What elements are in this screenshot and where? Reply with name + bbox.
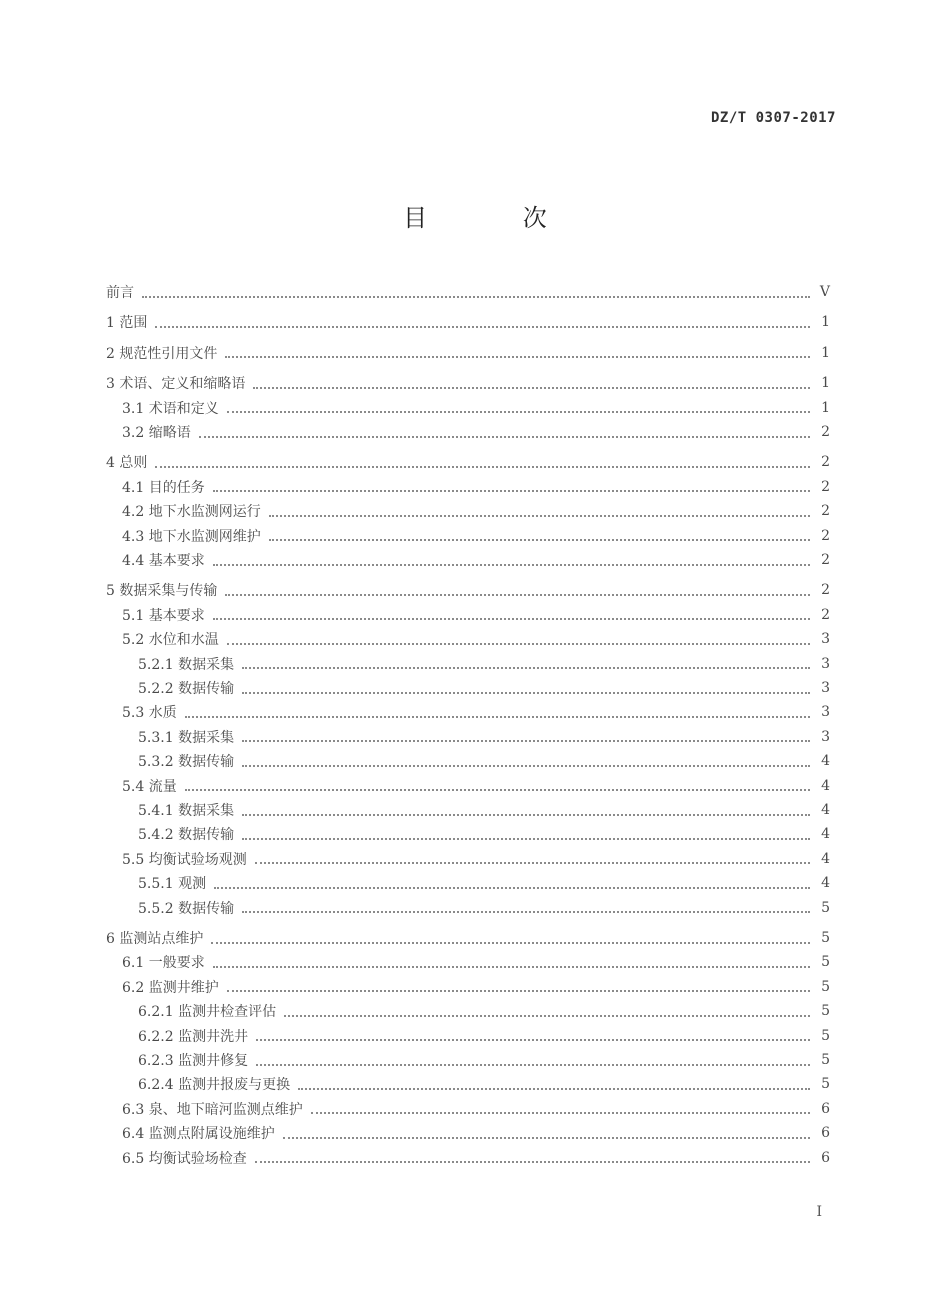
- toc-entry-page: 5: [821, 1003, 830, 1020]
- dot-leader: [155, 325, 810, 328]
- toc-entry-label: 6.2.4 监测井报废与更换: [138, 1077, 291, 1094]
- toc-entry-page: 2: [821, 527, 830, 544]
- toc-entry-label: 6.3 泉、地下暗河监测点维护: [122, 1101, 303, 1118]
- dot-leader: [211, 941, 810, 944]
- toc-entry[interactable]: [106, 341, 830, 365]
- toc-entry[interactable]: [106, 578, 830, 602]
- toc-entry[interactable]: [106, 676, 830, 700]
- toc-entry-label: 5.5.2 数据传输: [138, 900, 235, 917]
- toc-entry-page: 1: [821, 375, 830, 392]
- dot-leader: [227, 410, 810, 413]
- dot-leader: [255, 1160, 810, 1163]
- toc-entry-label: 5.1 基本要求: [122, 607, 205, 624]
- toc-entry[interactable]: [106, 871, 830, 895]
- toc-entry[interactable]: [106, 652, 830, 676]
- toc-entry[interactable]: [106, 310, 830, 334]
- toc-entry-page: 3: [821, 704, 830, 721]
- dot-leader: [242, 764, 810, 767]
- toc-entry-label: 2 规范性引用文件: [106, 345, 218, 362]
- toc-entry-label: 6.5 均衡试验场检查: [122, 1150, 247, 1167]
- toc-entry-page: 5: [821, 978, 830, 995]
- dot-leader: [242, 666, 810, 669]
- toc-entry-page: 6: [821, 1149, 830, 1166]
- dot-leader: [185, 788, 810, 791]
- toc-entry[interactable]: [106, 475, 830, 499]
- toc-entry[interactable]: [106, 700, 830, 724]
- toc-entry-page: 2: [821, 454, 830, 471]
- dot-leader: [255, 861, 810, 864]
- toc-entry-label: 6.2 监测井维护: [122, 979, 219, 996]
- toc-entry-page: 3: [821, 631, 830, 648]
- toc-entry-page: 2: [821, 503, 830, 520]
- toc-entry-page: 3: [821, 655, 830, 672]
- toc-entry[interactable]: [106, 975, 830, 999]
- dot-leader: [213, 489, 810, 492]
- toc-entry[interactable]: [106, 1072, 830, 1096]
- toc-entry-label: 3.2 缩略语: [122, 425, 191, 441]
- toc-entry[interactable]: [106, 847, 830, 871]
- dot-leader: [225, 355, 810, 358]
- toc-entry-label: 6.2.3 监测井修复: [138, 1053, 249, 1069]
- dot-leader: [155, 465, 810, 468]
- toc-entry-page: 2: [821, 552, 830, 568]
- dot-leader: [311, 1111, 810, 1114]
- toc-entry-page: 4: [821, 777, 830, 794]
- toc-entry[interactable]: [106, 499, 830, 523]
- dot-leader: [242, 813, 810, 816]
- dot-leader: [298, 1087, 810, 1090]
- toc-entry-page: 5: [821, 954, 830, 971]
- dot-leader: [256, 1063, 810, 1066]
- toc-entry[interactable]: [106, 280, 830, 304]
- dot-leader: [142, 295, 810, 298]
- toc-entry-label: 5.3.1 数据采集: [138, 729, 235, 746]
- toc-entry[interactable]: [106, 798, 830, 822]
- toc-entry-label: 5 数据采集与传输: [106, 583, 218, 600]
- dot-leader: [269, 514, 810, 517]
- dot-leader: [213, 563, 810, 566]
- toc-entry-label: 5.3 水质: [122, 705, 177, 722]
- toc-entry-page: 5: [821, 930, 830, 946]
- toc-entry-label: 6.2.2 监测井洗井: [138, 1028, 249, 1045]
- dot-leader: [242, 910, 810, 913]
- toc-entry-page: 6: [821, 1125, 830, 1142]
- toc-entry[interactable]: [106, 1048, 830, 1072]
- toc-entry-page: 6: [821, 1100, 830, 1117]
- dot-leader: [227, 989, 810, 992]
- toc-entry-page: 5: [821, 899, 830, 916]
- toc-entry-page: 4: [821, 802, 830, 818]
- toc-entry[interactable]: [106, 524, 830, 548]
- toc-entry[interactable]: [106, 926, 830, 950]
- toc-entry-label: 4 总则: [106, 455, 148, 472]
- toc-entry[interactable]: [106, 603, 830, 627]
- toc-entry-label: 5.5 均衡试验场观测: [122, 851, 247, 868]
- dot-leader: [199, 435, 810, 438]
- dot-leader: [284, 1014, 810, 1017]
- toc-entry[interactable]: [106, 548, 830, 572]
- dot-leader: [213, 617, 810, 620]
- toc-entry[interactable]: [106, 725, 830, 749]
- toc-entry[interactable]: [106, 822, 830, 846]
- toc-entry[interactable]: [106, 420, 830, 444]
- dot-leader: [225, 593, 810, 596]
- toc-entry-page: 2: [821, 424, 830, 440]
- toc-entry-label: 6 监测站点维护: [106, 931, 204, 947]
- toc-entry-label: 5.2 水位和水温: [122, 632, 219, 649]
- dot-leader: [256, 1038, 810, 1041]
- toc-entry-label: 6.2.1 监测井检查评估: [138, 1004, 277, 1021]
- toc-entry-label: 前言: [106, 285, 134, 301]
- toc-entry-page: 3: [821, 680, 830, 696]
- toc-entry-label: 4.1 目的任务: [122, 479, 205, 496]
- toc-entry[interactable]: [106, 1024, 830, 1048]
- toc-entry[interactable]: [106, 371, 830, 395]
- dot-leader: [227, 642, 810, 645]
- toc-entry-page: V: [819, 284, 830, 300]
- toc-entry-page: 1: [821, 344, 830, 361]
- toc-entry-label: 3.1 术语和定义: [122, 400, 219, 417]
- dot-leader: [253, 386, 810, 389]
- toc-entry[interactable]: [106, 1146, 830, 1170]
- toc-entry[interactable]: [106, 627, 830, 651]
- toc-entry-page: 4: [821, 753, 830, 770]
- toc-entry-label: 1 范围: [106, 315, 148, 332]
- toc-entry-label: 6.4 监测点附属设施维护: [122, 1126, 275, 1143]
- dot-leader: [214, 886, 810, 889]
- toc-entry-label: 5.3.2 数据传输: [138, 754, 235, 771]
- dot-leader: [213, 965, 810, 968]
- dot-leader: [242, 837, 810, 840]
- toc-entry-label: 4.4 基本要求: [122, 553, 205, 569]
- toc-entry-label: 5.5.1 观测: [138, 876, 207, 893]
- dot-leader: [269, 538, 810, 541]
- toc-entry-page: 4: [821, 826, 830, 843]
- toc-entry-page: 2: [821, 478, 830, 495]
- toc-entry-page: 5: [821, 1076, 830, 1093]
- toc-entry[interactable]: [106, 396, 830, 420]
- page-title: 目 次: [403, 204, 591, 232]
- toc-entry-page: 2: [821, 606, 830, 623]
- dot-leader: [242, 739, 810, 742]
- dot-leader: [242, 691, 810, 694]
- toc-entry-label: 3 术语、定义和缩略语: [106, 376, 246, 393]
- toc-entry-page: 1: [821, 314, 830, 331]
- toc-entry[interactable]: [106, 749, 830, 773]
- document-code: DZ/T 0307-2017: [710, 110, 836, 126]
- toc-entry-label: 5.4 流量: [122, 778, 177, 795]
- toc-entry-page: 4: [821, 850, 830, 867]
- toc-entry-label: 4.2 地下水监测网运行: [122, 504, 261, 521]
- toc-entry-label: 5.4.1 数据采集: [138, 803, 235, 819]
- toc-entry[interactable]: [106, 896, 830, 920]
- page-number: I: [816, 1204, 822, 1220]
- toc-entry-page: 3: [821, 728, 830, 745]
- toc-entry-page: 5: [821, 1027, 830, 1044]
- toc-entry[interactable]: [106, 450, 830, 474]
- toc-entry-label: 4.3 地下水监测网维护: [122, 528, 261, 545]
- toc-entry-label: 5.2.1 数据采集: [138, 656, 235, 673]
- toc-entry[interactable]: [106, 774, 830, 798]
- dot-leader: [283, 1136, 810, 1139]
- toc-entry[interactable]: [106, 1121, 830, 1145]
- toc-entry-page: 4: [821, 875, 830, 892]
- toc-entry[interactable]: [106, 999, 830, 1023]
- toc-entry-page: 2: [821, 582, 830, 599]
- toc-entry-label: 6.1 一般要求: [122, 955, 205, 972]
- toc-entry[interactable]: [106, 1097, 830, 1121]
- toc-entry-page: 5: [821, 1052, 830, 1068]
- toc-entry-page: 1: [821, 399, 830, 416]
- dot-leader: [185, 715, 810, 718]
- toc-entry-label: 5.4.2 数据传输: [138, 827, 235, 844]
- toc-entry-label: 5.2.2 数据传输: [138, 681, 235, 697]
- toc-entry[interactable]: [106, 950, 830, 974]
